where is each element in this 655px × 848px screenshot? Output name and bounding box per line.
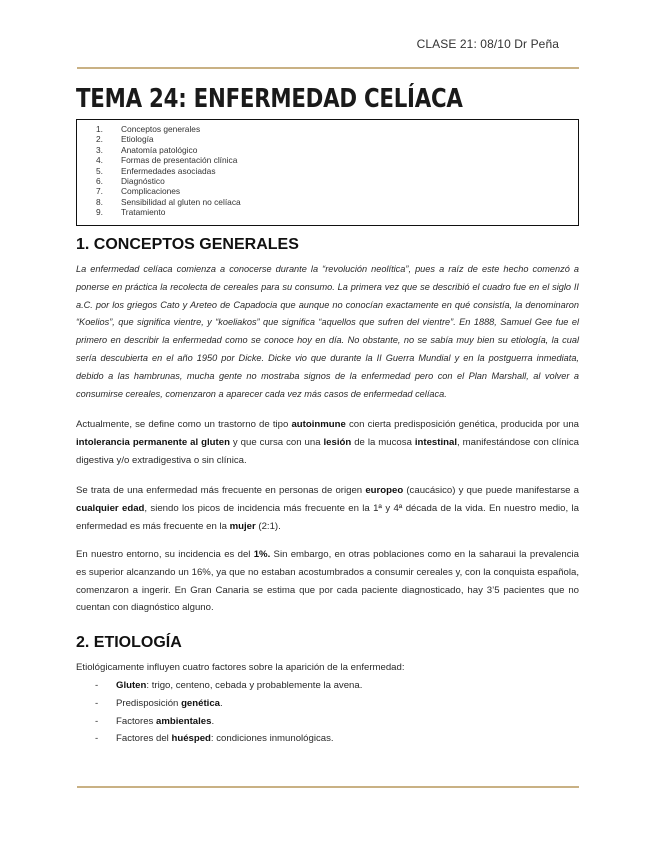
- toc-label: Diagnóstico: [121, 176, 165, 187]
- bottom-divider: [77, 786, 579, 788]
- text-run: Se trata de una enfermedad más frecuente en personas de origen: [76, 485, 366, 496]
- text-run: Sin embargo, en otras poblaciones como en la saharaui la prevalencia es superior alcanzando un 16%, ya que no estaban acostumbrados a consumir cereales y, con la conquista española, comenzaron a ingerir. En Gran Canaria se estima que por cada paciente diagnosticado, hay 3’5 pacientes que no cuentan con diagnóstico alguno.: [76, 549, 579, 614]
- toc-label: Enfermedades asociadas: [121, 165, 216, 176]
- text-run: Factores: [116, 715, 156, 727]
- bold-term: ambientales: [156, 715, 212, 727]
- etiology-factor-list: [95, 677, 575, 748]
- definition-paragraph: [76, 416, 579, 469]
- text-run: Actualmente, se define como un trastorno de tipo: [76, 419, 292, 430]
- toc-item: [77, 197, 578, 207]
- list-item: [95, 730, 575, 748]
- toc-number: 1.: [96, 124, 103, 134]
- page-title: TEMA 24: ENFERMEDAD CELÍACA: [76, 84, 463, 114]
- text-run: y que cursa con una: [229, 436, 324, 448]
- toc-number: 8.: [96, 196, 103, 207]
- top-divider: [77, 67, 579, 69]
- text-run: de la mucosa: [351, 436, 415, 448]
- toc-number: 2.: [96, 134, 103, 145]
- list-item: [95, 713, 575, 731]
- toc-label: Formas de presentación clínica: [121, 155, 238, 166]
- bold-term: cualquier edad: [76, 502, 145, 514]
- text-run: .: [211, 715, 215, 727]
- dash-bullet: -: [95, 715, 99, 727]
- toc-item: [77, 166, 578, 176]
- bold-term: intolerancia permanente al gluten: [76, 436, 230, 448]
- text-run: , manifestándose con clínica digestiva y/o extradigestiva o sin clínica.: [76, 436, 579, 466]
- toc-label: Tratamiento: [121, 207, 166, 218]
- bold-term: mujer: [229, 520, 256, 532]
- text-run: , siendo los picos de incidencia más frecuente en la 1ª y 4ª década de la vida. En nuestro medio, la enfermedad es más frecuente en la: [76, 502, 580, 532]
- dash-bullet: -: [95, 697, 99, 709]
- list-item: [95, 677, 575, 695]
- toc-item: [77, 186, 578, 196]
- text-run: (caucásico) y que puede manifestarse a: [403, 485, 580, 496]
- bold-term: europeo: [365, 485, 404, 496]
- text-run: (2:1).: [255, 520, 281, 532]
- toc-item: [77, 124, 578, 134]
- toc-item: [77, 134, 578, 144]
- toc-label: Conceptos generales: [121, 124, 201, 134]
- dash-bullet: -: [95, 733, 99, 745]
- bold-term: lesión: [323, 436, 352, 448]
- table-of-contents: [76, 119, 579, 226]
- toc-number: 6.: [96, 176, 103, 187]
- toc-item: [77, 145, 578, 155]
- class-header: CLASE 21: 08/10 Dr Peña: [416, 37, 559, 51]
- bold-term: Gluten: [116, 680, 147, 691]
- etiology-intro: Etiológicamente influyen cuatro factores sobre la aparición de la enfermedad:: [76, 662, 405, 673]
- toc-number: 7.: [96, 186, 103, 197]
- toc-number: 3.: [96, 144, 103, 155]
- toc-number: 9.: [96, 207, 103, 218]
- text-run: con cierta predisposición genética, producida por una: [345, 419, 579, 430]
- toc-item: [77, 207, 578, 217]
- section-heading-conceptos: 1. CONCEPTOS GENERALES: [76, 236, 299, 253]
- frequency-paragraph: [76, 482, 579, 535]
- toc-item: [77, 155, 578, 165]
- toc-label: Complicaciones: [121, 186, 181, 197]
- text-run: En nuestro entorno, su incidencia es del: [76, 549, 254, 560]
- list-item: [95, 695, 575, 713]
- intro-paragraph: La enfermedad celíaca comienza a conocerse durante la “revolución neolítica”, pues a raíz de este hecho comenzó a ponerse en práctica la recolecta de cereales para su consumo. La primera vez que se describió el cuadro fue en el siglo II a.C. por los griegos Cato y Areteo de Capadocia que aunque no conocían exactamente en qué consistía, la denominaron “Koelios”, que significa vientre, y “koeliakos” que significa “aquellos que sufren del vientre”. En 1888, Samuel Gee fue el primero en describir la enfermedad como se conoce hoy en día. No obstante, no se sabía muy bien su etiología, la cual sería descubierta en el año 1950 por Dicke. Dicke vio que durante la II Guerra Mundial y en la postguerra inmediata, debido a las hambrunas, mucha gente no mostraba signos de la enfermedad pero con el Plan Marshall, al volver a consumirse cereales, comenzaron a aparecer cada vez más casos de enfermedad celíaca.: [76, 264, 579, 399]
- text-run: : condiciones inmunológicas.: [210, 733, 334, 745]
- bold-term: huésped: [171, 733, 211, 745]
- text-run: .: [220, 697, 223, 709]
- bold-term: genética: [181, 697, 220, 709]
- section-heading-etiologia: 2. ETIOLOGÍA: [76, 634, 182, 651]
- toc-label: Anatomía patológico: [121, 144, 198, 155]
- toc-label: Sensibilidad al gluten no celíaca: [121, 196, 241, 207]
- toc-number: 5.: [96, 165, 103, 176]
- dash-bullet: -: [95, 680, 99, 691]
- bold-term: autoinmune: [291, 419, 346, 430]
- incidence-paragraph: [76, 546, 579, 617]
- bold-term: 1%.: [253, 549, 271, 560]
- text-run: Predisposición: [116, 697, 182, 709]
- toc-label: Etiología: [121, 134, 154, 145]
- text-run: : trigo, centeno, cebada y probablemente la avena.: [146, 680, 363, 691]
- toc-number: 4.: [96, 155, 103, 166]
- bold-term: intestinal: [414, 436, 457, 448]
- toc-item: [77, 176, 578, 186]
- text-run: Factores del: [116, 733, 172, 745]
